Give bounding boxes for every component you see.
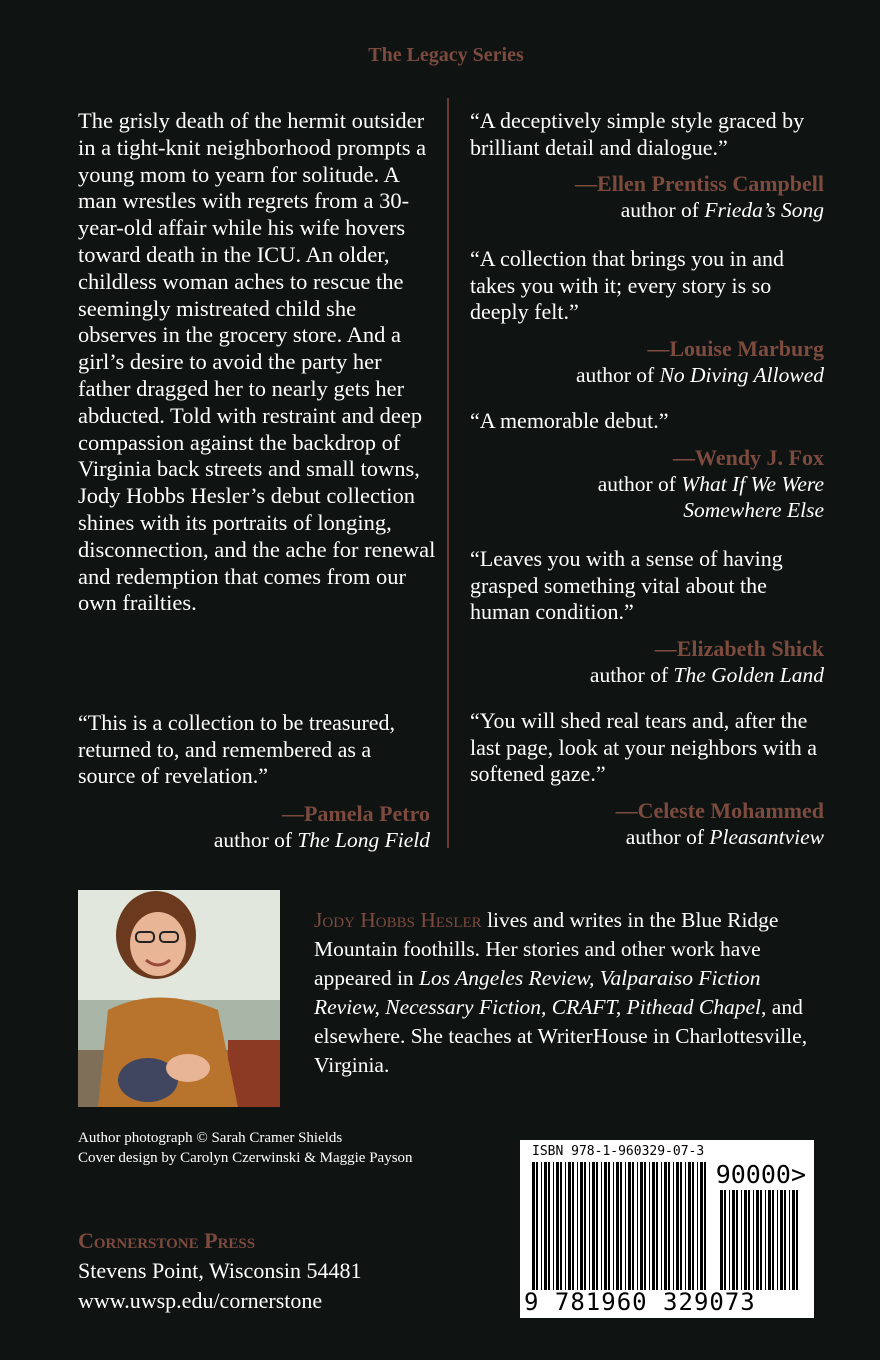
author-name: Jody Hobbs Hesler bbox=[314, 908, 482, 932]
blurb-author: —Celeste Mohammed bbox=[615, 797, 824, 823]
isbn-barcode bbox=[520, 1140, 814, 1318]
blurb-work: author of Pleasantview bbox=[625, 824, 824, 849]
blurb-work: author of The Long Field bbox=[213, 827, 430, 852]
bio-publications: Los Angeles Review, Valparaiso Fiction Review, Necessary Fiction, CRAFT, Pithead Chapel bbox=[314, 966, 762, 1019]
price-code: 90000> bbox=[715, 1160, 806, 1189]
blurb-text: “Leaves you with a sense of having grasped something vital about the human condition.” bbox=[470, 546, 783, 624]
blurb-text: “A deceptively simple style graced by brilliant detail and dialogue.” bbox=[470, 108, 805, 160]
blurb-work: author of Frieda’s Song bbox=[620, 198, 824, 222]
blurb-ellen-prentiss-campbell bbox=[470, 108, 824, 224]
author-photo bbox=[78, 890, 280, 1107]
isbn-digits: 9 781960 329073 bbox=[524, 1288, 756, 1316]
credits bbox=[78, 1128, 413, 1168]
blurb-text: “A collection that brings you in and takes you with it; every story is so deeply felt.” bbox=[470, 246, 785, 324]
publisher-address: Stevens Point, Wisconsin 54481 bbox=[78, 1258, 362, 1283]
blurb-work: author of No Diving Allowed bbox=[575, 362, 824, 387]
blurb-work: author of What If We Were Somewhere Else bbox=[597, 471, 824, 522]
blurb-elizabeth-shick bbox=[470, 546, 824, 688]
series-label: The Legacy Series bbox=[368, 44, 524, 66]
blurb-text: “This is a collection to be treasured, returned to, and remembered as a source of revelation.” bbox=[78, 710, 396, 788]
blurb-author: —Wendy J. Fox bbox=[673, 444, 824, 470]
bio-text-2: , and elsewhere. She teaches at WriterHouse in Charlottesville, Virginia. bbox=[314, 995, 808, 1077]
barcode-bars-main bbox=[532, 1162, 712, 1290]
blurb-louise-marburg bbox=[470, 246, 824, 388]
isbn-label: ISBN 978-1-960329-07-3 bbox=[532, 1144, 705, 1159]
blurb-text: “A memorable debut.” bbox=[470, 408, 669, 433]
column-divider bbox=[447, 98, 449, 848]
book-description: The grisly death of the hermit outsider in a tight-knit neighborhood prompts a young mom to yearn for solitude. A man wrestles with regrets from a 30-year-old affair while his wife hovers toward death in the ICU. An older, childless woman aches to rescue the seemingly mistreated child she observes in the grocery store. And a girl’s desire to avoid the party her father dragged her to nearly gets her abducted. Told with restraint and deep compassion against the backdrop of Virginia back streets and small towns, Jody Hobbs Hesler’s debut collection shines with its portraits of longing, disconnection, and the ache for renewal and redemption that comes from our own frailties. bbox=[78, 108, 436, 616]
cover-credit: Cover design by Carolyn Czerwinski & Maggie Payson bbox=[78, 1150, 413, 1166]
blurb-author: —Elizabeth Shick bbox=[654, 635, 824, 661]
blurb-author: —Pamela Petro bbox=[281, 800, 430, 826]
publisher-info bbox=[78, 1226, 362, 1316]
author-bio bbox=[314, 906, 828, 1080]
blurb-pamela-petro bbox=[78, 710, 430, 853]
publisher-url: www.uwsp.edu/cornerstone bbox=[78, 1288, 323, 1313]
blurb-work: author of The Golden Land bbox=[589, 662, 824, 687]
blurb-author: —Ellen Prentiss Campbell bbox=[575, 171, 824, 196]
barcode-bars-addon bbox=[720, 1190, 804, 1290]
blurb-text: “You will shed real tears and, after the last page, look at your neighbors with a softened gaze.” bbox=[470, 708, 818, 786]
blurb-celeste-mohammed bbox=[470, 708, 824, 850]
blurb-author: —Louise Marburg bbox=[647, 335, 824, 361]
publisher-name: Cornerstone Press bbox=[78, 1228, 256, 1253]
bio-text-1: lives and writes in the Blue Ridge Mountain foothills. Her stories and other work have appeared in bbox=[314, 908, 779, 990]
photo-credit: Author photograph © Sarah Cramer Shields bbox=[78, 1130, 343, 1146]
blurb-wendy-j-fox bbox=[470, 408, 824, 524]
